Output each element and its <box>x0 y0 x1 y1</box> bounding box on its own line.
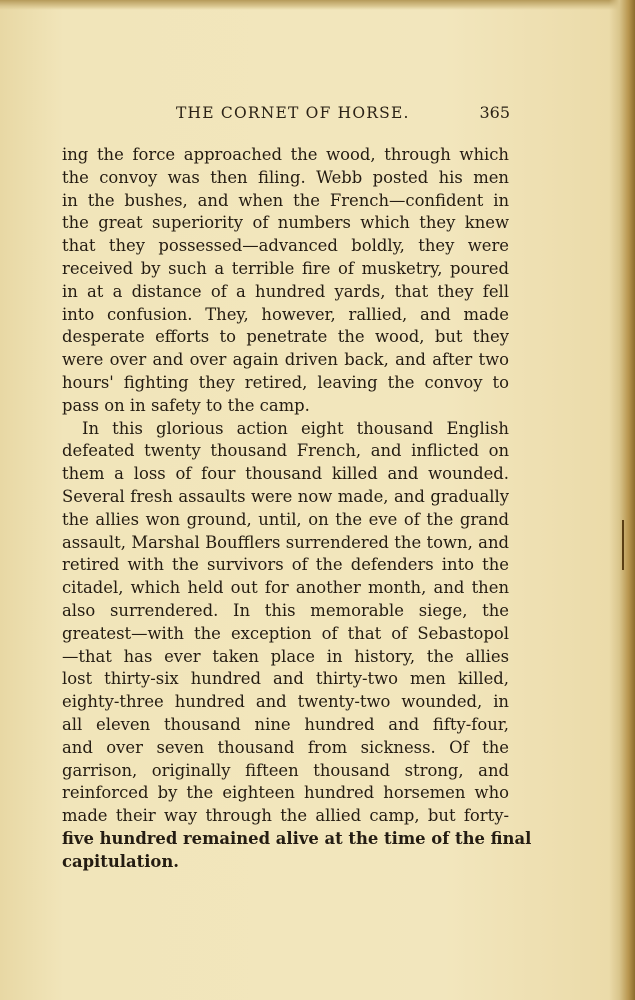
text-line: made their way through the allied camp, but forty- <box>62 806 509 826</box>
text-line: five hundred remained alive at the time of the final <box>62 828 532 848</box>
text-line: assault, Marshal Boufflers surrendered the town, and <box>62 532 509 552</box>
text-line: and over seven thousand from sickness. Of the <box>62 737 509 757</box>
text-line: them a loss of four thousand killed and wounded. <box>62 464 509 484</box>
text-line: citadel, which held out for another month, and then <box>62 578 509 598</box>
text-line: defeated twenty thousand French, and inflicted on <box>62 441 509 461</box>
text-line: In this glorious action eight thousand English <box>82 418 509 438</box>
text-line: retired with the survivors of the defenders into the <box>62 555 509 575</box>
text-line: desperate efforts to penetrate the wood, but they <box>62 327 509 347</box>
page-header <box>62 104 510 126</box>
text-line: that they possessed—advanced boldly, they were <box>62 236 509 256</box>
page-top-edge <box>0 0 635 10</box>
text-line: into confusion. They, however, rallied, and made <box>62 304 509 324</box>
text-line: were over and over again driven back, and after two <box>62 350 509 370</box>
running-title: THE CORNET OF HORSE. <box>176 104 410 122</box>
text-line: lost thirty-six hundred and thirty-two men killed, <box>62 669 509 689</box>
text-line: capitulation. <box>62 851 179 871</box>
text-line: in the bushes, and when the French—confident in <box>62 190 509 210</box>
page-margin-mark <box>622 520 624 570</box>
text-line: all eleven thousand nine hundred and fifty-four, <box>62 714 509 734</box>
page-right-edge <box>609 0 635 1000</box>
text-line: also surrendered. In this memorable siege, the <box>62 600 509 620</box>
text-line: —that has ever taken place in history, the allies <box>62 646 509 666</box>
text-line: pass on in safety to the camp. <box>62 395 310 415</box>
text-line: greatest—with the exception of that of Sebastopol <box>62 623 509 643</box>
text-line: the allies won ground, until, on the eve of the grand <box>62 509 509 529</box>
text-line: the convoy was then filing. Webb posted his men <box>62 167 509 187</box>
text-line: ing the force approached the wood, through which <box>62 145 509 164</box>
text-line: Several fresh assaults were now made, and gradually <box>62 486 509 506</box>
text-line: reinforced by the eighteen hundred horsemen who <box>62 783 509 803</box>
page-number: 365 <box>479 103 510 122</box>
text-line: received by such a terrible fire of musketry, poured <box>62 258 509 278</box>
text-line: eighty-three hundred and twenty-two wounded, in <box>62 692 509 712</box>
text-line: the great superiority of numbers which they knew <box>62 213 509 233</box>
text-line: in at a distance of a hundred yards, that they fell <box>62 281 509 301</box>
body-text <box>62 144 532 874</box>
text-line: garrison, originally fifteen thousand strong, and <box>62 760 509 780</box>
text-line: hours' fighting they retired, leaving the convoy to <box>62 372 509 392</box>
